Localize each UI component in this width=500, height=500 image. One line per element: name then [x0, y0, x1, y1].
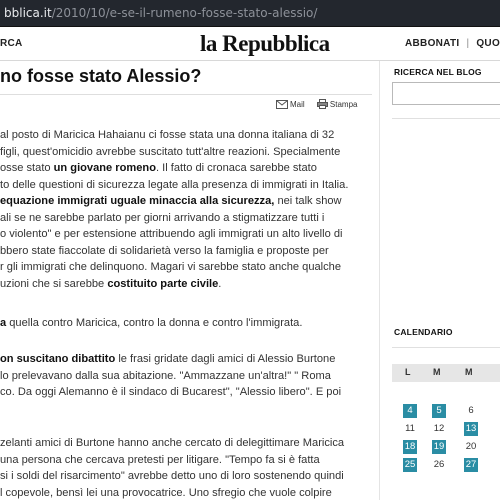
- mail-label: Mail: [290, 100, 305, 109]
- bold-text: costituito parte civile: [107, 277, 219, 290]
- text-segment: o violento" e per estensione attribuendo agli immigrati un alto livello di: [0, 228, 343, 240]
- calendar-day: 11: [405, 423, 415, 434]
- url-host: bblica.it: [4, 6, 52, 20]
- article-line: [0, 468, 372, 485]
- article-line: [0, 452, 372, 469]
- calendar-day-link[interactable]: 19: [433, 441, 445, 452]
- text-segment: l copevole, bensì lei una provocatrice. Uno sfregio che vuole colpire: [0, 486, 332, 499]
- weekday-label: M: [433, 367, 441, 377]
- article-line: [0, 226, 372, 243]
- text-segment: ali se ne sarebbe parlato per giorni arrivando a stigmatizzare tutti i: [0, 211, 325, 224]
- article: [0, 61, 372, 500]
- article-line: [0, 210, 372, 227]
- article-line: [0, 243, 372, 260]
- weekday-label: M: [465, 367, 473, 377]
- abbonati-link[interactable]: ABBONATI: [405, 38, 460, 49]
- bold-text: a: [0, 317, 7, 329]
- weekday-label: L: [405, 367, 411, 377]
- calendar-day: 26: [433, 459, 445, 470]
- site-header: [0, 27, 500, 61]
- article-line: [0, 276, 372, 293]
- calendar-day-link[interactable]: 18: [404, 441, 416, 452]
- calendar-day: 6: [468, 405, 474, 416]
- calendar-week-row: [392, 440, 500, 456]
- text-segment: osse stato: [0, 162, 54, 174]
- text-segment: to delle questioni di sicurezza legate alla presenza di immigrati in Italia.: [0, 178, 349, 191]
- text-segment: zelanti amici di Burtone hanno anche cercato di delegittimare Maricica: [0, 437, 345, 449]
- print-button[interactable]: [317, 99, 358, 109]
- calendar-day-link[interactable]: 25: [404, 459, 416, 470]
- text-segment: si i soldi del risarcimento" avrebbe detto uno di loro sostenendo quindi: [0, 470, 344, 482]
- article-line: [0, 160, 372, 177]
- title-divider: [0, 94, 372, 95]
- article-line: [0, 177, 372, 194]
- text-segment: figli, quest'omicidio avrebbe suscitato tutt'altre reazioni. Specialmente: [0, 145, 341, 158]
- paragraph-4: [0, 435, 372, 500]
- article-line: [0, 144, 372, 161]
- text-segment: nei talk show: [274, 195, 342, 207]
- article-line: [0, 259, 372, 276]
- calendar-divider: [392, 347, 500, 348]
- text-segment: bbero state fiaccolate di solidarietà verso la famiglia e proposte per: [0, 244, 329, 257]
- text-segment: co. Da oggi Alemanno è il sindaco di Bucarest", "Alessio libero". E poi: [0, 386, 342, 398]
- bold-text: equazione immigrati uguale minaccia alla sicurezza,: [0, 195, 275, 207]
- text-segment: una persona che cercava pretesti per litigare. "Tempo fa si è fatta: [0, 453, 320, 466]
- article-title: no fosse stato Alessio?: [0, 66, 202, 86]
- calendar-day-link[interactable]: 13: [465, 423, 477, 434]
- text-segment: lo prelevavano dalla sua abitazione. "Ammazzane un'altra!" " Roma: [0, 369, 331, 382]
- print-label: Stampa: [329, 99, 358, 109]
- paragraph-2: [0, 315, 372, 332]
- calendar-day-link[interactable]: 5: [432, 404, 446, 418]
- search-section-title: RICERCA NEL BLOG: [394, 67, 482, 77]
- calendar-title: CALENDARIO: [394, 327, 453, 337]
- nav-separator: |: [466, 38, 470, 49]
- text-segment: al posto di Maricica Hahaianu ci fosse stata una donna italiana di 32: [0, 129, 335, 141]
- calendar-week-row: [392, 458, 500, 474]
- article-line: [0, 315, 372, 332]
- url-path: /2010/10/e-se-il-rumeno-fosse-stato-alessio/: [51, 6, 318, 20]
- print-icon: [317, 99, 328, 109]
- text-segment: r gli immigrati che delinquono. Magari vi sarebbe stato anche qualche: [0, 261, 342, 273]
- article-line: [0, 193, 372, 210]
- search-link[interactable]: RCA: [0, 38, 23, 49]
- quotidiano-link[interactable]: QUO: [476, 38, 500, 49]
- url-text[interactable]: [4, 6, 317, 20]
- text-segment: uzioni che si sarebbe: [0, 277, 108, 290]
- article-line: [0, 435, 372, 452]
- text-segment: quella contro Maricica, contro la donna e contro l'immigrata.: [6, 317, 303, 329]
- paragraph-1: [0, 127, 372, 292]
- mail-button[interactable]: [276, 100, 305, 109]
- column-divider: [379, 61, 380, 500]
- sidebar-divider: [392, 118, 500, 119]
- text-segment: le frasi gridate dagli amici di Alessio Burtone: [115, 353, 336, 365]
- calendar-day-link[interactable]: 4: [403, 404, 417, 418]
- blog-search-input[interactable]: [392, 82, 500, 105]
- site-logo[interactable]: la Repubblica: [200, 31, 330, 56]
- article-line: [0, 384, 372, 401]
- sidebar: [392, 61, 500, 500]
- text-segment: .: [218, 277, 222, 290]
- header-right-nav: [405, 38, 500, 49]
- article-line: [0, 351, 372, 368]
- article-line: [0, 368, 372, 385]
- calendar-weekday-header: [392, 364, 500, 382]
- paragraph-3: [0, 351, 372, 401]
- bold-text: un giovane romeno: [53, 162, 156, 174]
- calendar-day-link[interactable]: 27: [465, 459, 477, 470]
- address-bar[interactable]: [0, 0, 500, 27]
- article-tools: [276, 99, 367, 111]
- article-line: [0, 485, 372, 500]
- calendar-week-row: [392, 422, 500, 438]
- text-segment: . Il fatto di cronaca sarebbe stato: [155, 162, 317, 174]
- calendar-week-row: [392, 404, 500, 420]
- mail-icon: [276, 100, 288, 109]
- calendar-day: 20: [465, 441, 477, 452]
- bold-text: on suscitano dibattito: [0, 353, 116, 365]
- calendar-day: 12: [433, 423, 445, 434]
- article-line: [0, 127, 372, 144]
